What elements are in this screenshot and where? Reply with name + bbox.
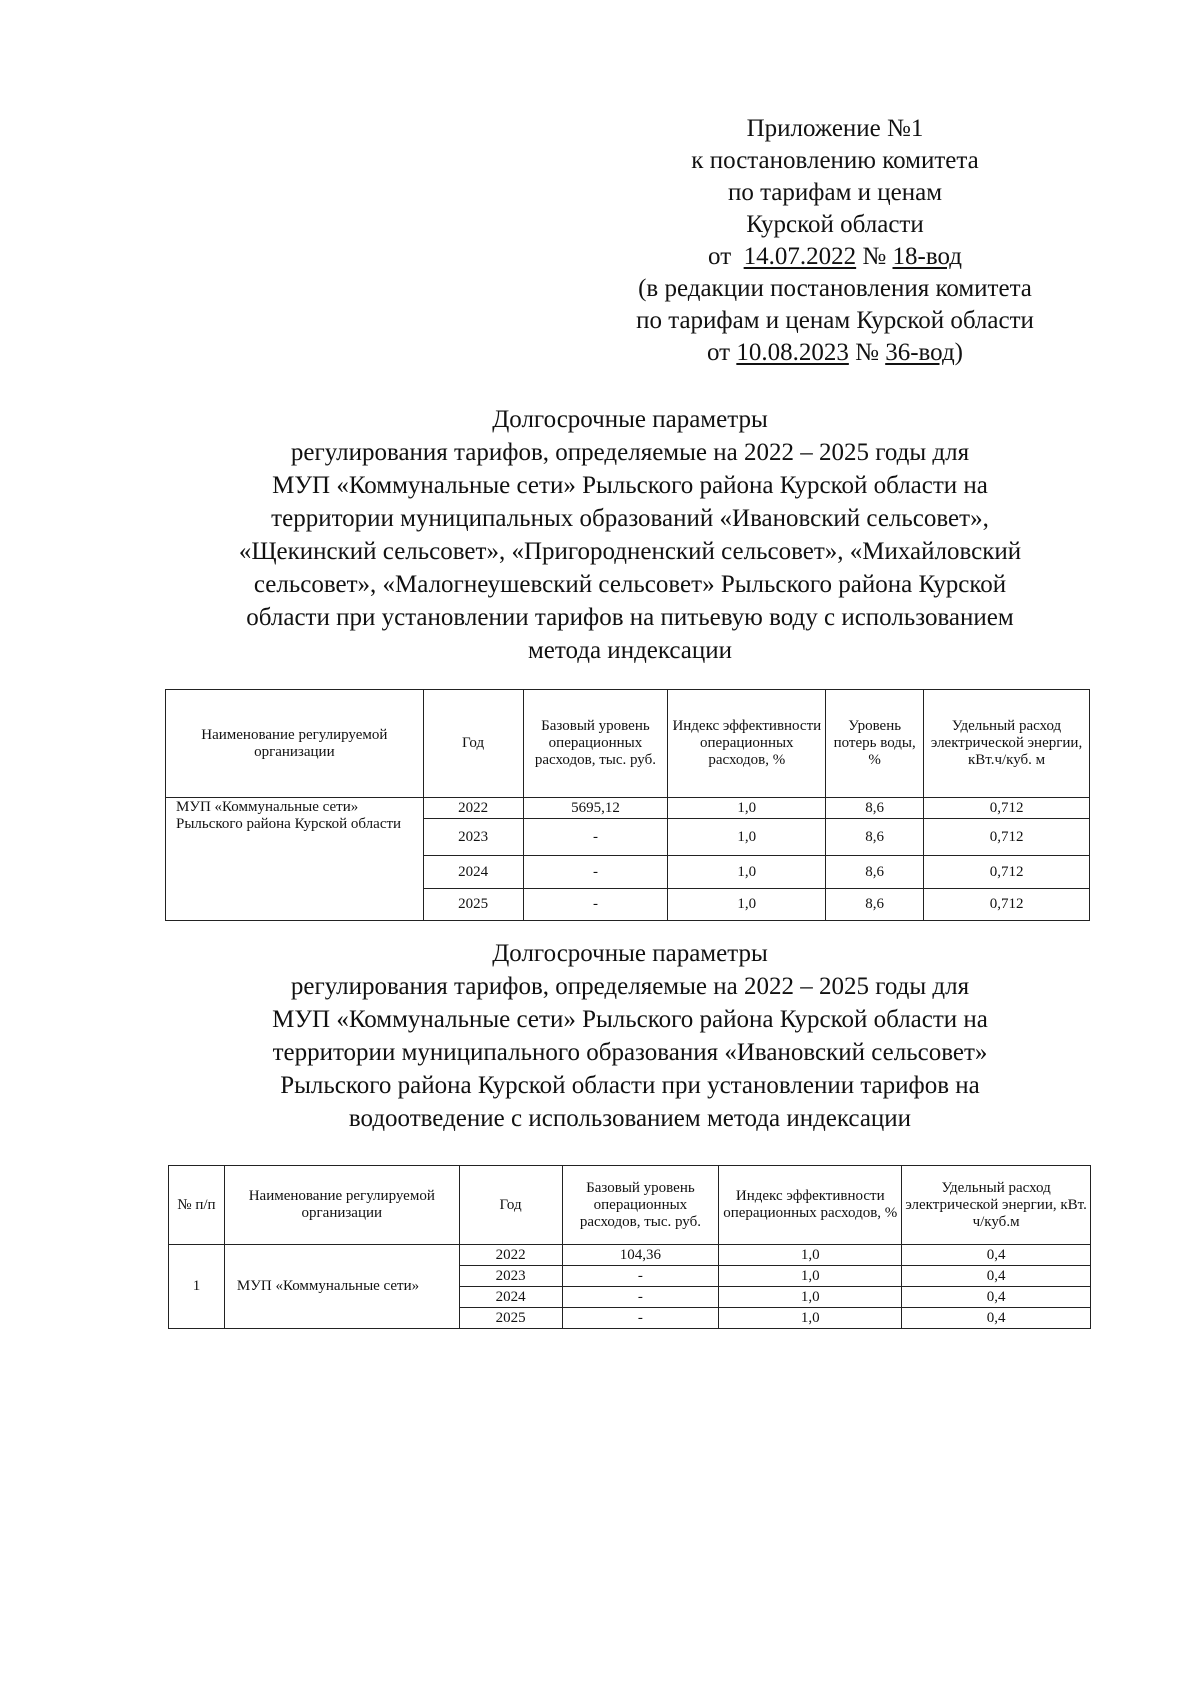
- section1-title: [150, 403, 1110, 667]
- base-cell: 5695,12: [523, 798, 668, 819]
- wastewater-table: [168, 1165, 1091, 1329]
- decree-number: 18-вод: [892, 243, 962, 270]
- energy-cell: 0,4: [902, 1308, 1091, 1329]
- energy-cell: 0,4: [902, 1287, 1091, 1308]
- column-header: Наименование регулируемой организации: [224, 1166, 459, 1245]
- index-cell: 1,0: [719, 1266, 902, 1287]
- base-cell: -: [523, 819, 668, 856]
- year-cell: 2025: [423, 889, 523, 921]
- base-cell: -: [562, 1308, 719, 1329]
- loss-cell: 8,6: [826, 798, 924, 819]
- column-header: Уровень потерь воды, %: [826, 690, 924, 798]
- column-header: Индекс эффективности операционных расходов, %: [719, 1166, 902, 1245]
- header-decree-line: [580, 241, 1090, 273]
- column-header: Год: [423, 690, 523, 798]
- document-header: [580, 113, 1090, 369]
- header-prefix: от: [706, 339, 731, 366]
- year-cell: 2022: [423, 798, 523, 819]
- title-line: регулирования тарифов, определяемые на 2022 – 2025 годы для: [290, 439, 970, 466]
- title-line: территории муниципального образования «Ивановский сельсовет»: [272, 1039, 988, 1066]
- index-cell: 1,0: [668, 889, 826, 921]
- number-sign: №: [862, 243, 887, 270]
- title-line: сельсовет», «Малогнеушевский сельсовет» Рыльского района Курской: [253, 571, 1007, 598]
- header-line: по тарифам и ценам Курской области: [636, 307, 1034, 334]
- revision-date: 10.08.2023: [736, 339, 849, 366]
- base-cell: 104,36: [562, 1245, 719, 1266]
- decree-date: 14.07.2022: [743, 243, 857, 270]
- index-cell: 1,0: [719, 1245, 902, 1266]
- column-header: Удельный расход электрической энергии, кВт.ч/куб. м: [924, 690, 1090, 798]
- closing-paren: ): [954, 339, 963, 366]
- header-line: (в редакции постановления комитета: [638, 275, 1032, 302]
- table-header-row: [169, 1166, 1091, 1245]
- year-cell: 2024: [423, 856, 523, 889]
- table-row: [169, 1245, 1091, 1266]
- year-cell: 2022: [459, 1245, 562, 1266]
- year-cell: 2025: [459, 1308, 562, 1329]
- title-line: Долгосрочные параметры: [492, 406, 768, 433]
- title-line: Долгосрочные параметры: [492, 940, 768, 967]
- header-line: к постановлению комитета: [691, 147, 979, 174]
- energy-cell: 0,4: [902, 1245, 1091, 1266]
- number-sign: №: [855, 339, 879, 366]
- header-line: по тарифам и ценам: [727, 179, 943, 206]
- title-line: МУП «Коммунальные сети» Рыльского района Курской области на: [272, 1006, 988, 1033]
- organization-cell: МУП «Коммунальные сети»: [224, 1245, 459, 1329]
- index-cell: 1,0: [668, 819, 826, 856]
- organization-cell: МУП «Коммунальные сети» Рыльского района Курской области: [166, 798, 424, 921]
- loss-cell: 8,6: [826, 819, 924, 856]
- table-row: [166, 798, 1090, 819]
- title-line: МУП «Коммунальные сети» Рыльского района Курской области на: [272, 472, 988, 499]
- revision-number: 36-вод: [885, 339, 955, 366]
- base-cell: -: [562, 1287, 719, 1308]
- row-number-cell: 1: [169, 1245, 225, 1329]
- title-line: регулирования тарифов, определяемые на 2022 – 2025 годы для: [290, 973, 970, 1000]
- column-header: № п/п: [169, 1166, 225, 1245]
- index-cell: 1,0: [668, 798, 826, 819]
- table-header-row: [166, 690, 1090, 798]
- column-header: Индекс эффективности операционных расходов, %: [668, 690, 826, 798]
- loss-cell: 8,6: [826, 889, 924, 921]
- column-header: Год: [459, 1166, 562, 1245]
- year-cell: 2024: [459, 1287, 562, 1308]
- base-cell: -: [523, 856, 668, 889]
- index-cell: 1,0: [719, 1308, 902, 1329]
- header-line: Курской области: [746, 211, 924, 238]
- column-header: Удельный расход электрической энергии, кВт. ч/куб.м: [902, 1166, 1091, 1245]
- title-line: Рыльского района Курской области при установлении тарифов на: [280, 1072, 980, 1099]
- title-line: водоотведение с использованием метода индексации: [348, 1105, 912, 1132]
- header-revision-line: [580, 337, 1090, 369]
- column-header: Базовый уровень операционных расходов, тыс. руб.: [523, 690, 668, 798]
- energy-cell: 0,4: [902, 1266, 1091, 1287]
- energy-cell: 0,712: [924, 889, 1090, 921]
- energy-cell: 0,712: [924, 819, 1090, 856]
- title-line: территории муниципальных образований «Ивановский сельсовет»,: [271, 505, 989, 532]
- title-line: метода индексации: [527, 637, 733, 664]
- header-line: Приложение №1: [746, 115, 924, 142]
- index-cell: 1,0: [668, 856, 826, 889]
- section2-title: [150, 937, 1110, 1135]
- title-line: «Щекинский сельсовет», «Пригородненский сельсовет», «Михайловский: [238, 538, 1022, 565]
- energy-cell: 0,712: [924, 856, 1090, 889]
- index-cell: 1,0: [719, 1287, 902, 1308]
- year-cell: 2023: [459, 1266, 562, 1287]
- water-supply-table: [165, 689, 1090, 921]
- column-header: Наименование регулируемой организации: [166, 690, 424, 798]
- base-cell: -: [562, 1266, 719, 1287]
- header-prefix: от: [708, 243, 732, 270]
- loss-cell: 8,6: [826, 856, 924, 889]
- year-cell: 2023: [423, 819, 523, 856]
- energy-cell: 0,712: [924, 798, 1090, 819]
- base-cell: -: [523, 889, 668, 921]
- title-line: области при установлении тарифов на питьевую воду с использованием: [246, 604, 1014, 631]
- column-header: Базовый уровень операционных расходов, тыс. руб.: [562, 1166, 719, 1245]
